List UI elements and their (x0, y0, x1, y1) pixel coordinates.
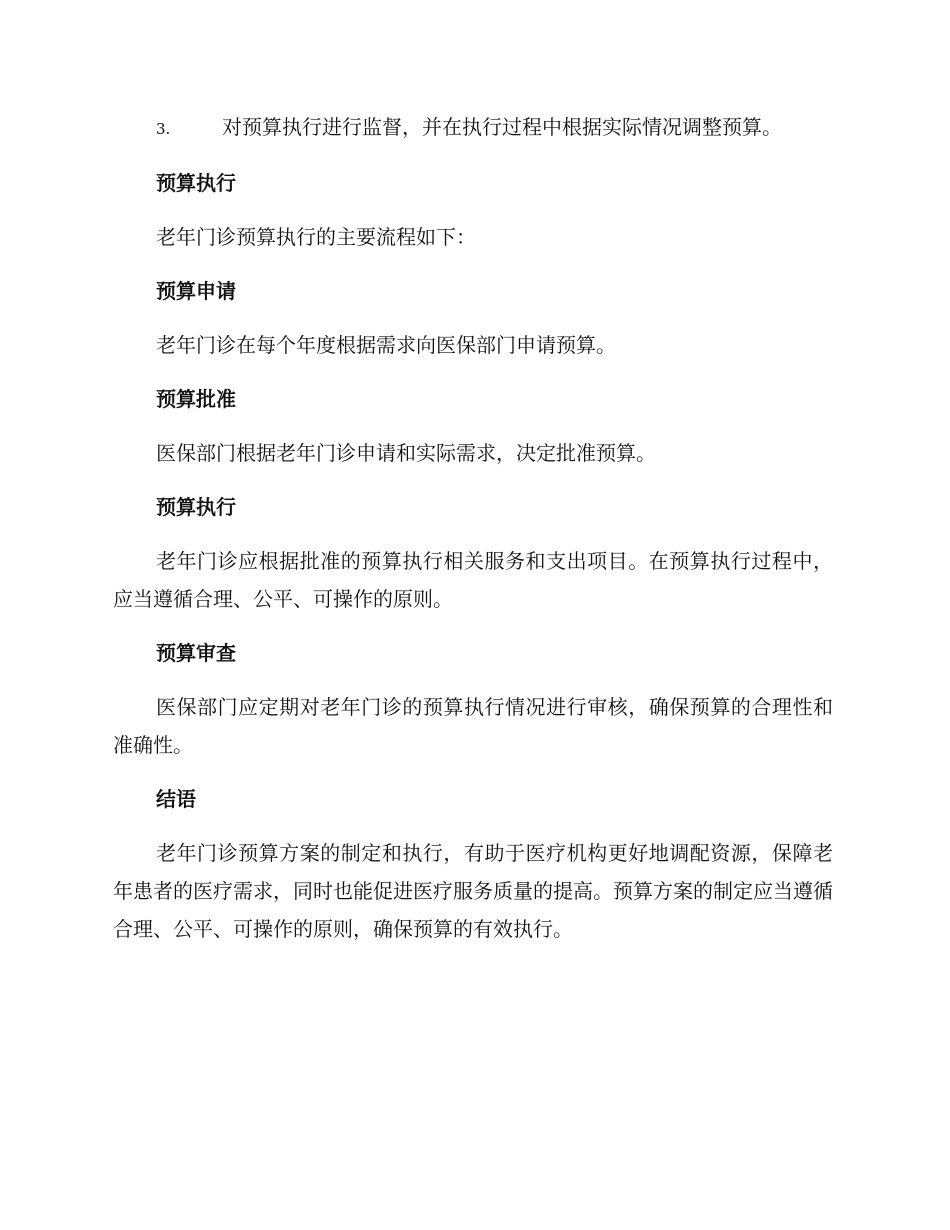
list-number: 3. (156, 120, 171, 138)
section-text-budget-application: 老年门诊在每个年度根据需求向医保部门申请预算。 (156, 333, 616, 357)
section-text-budget-execution-2: 老年门诊应根据批准的预算执行相关服务和支出项目。在预算执行过程中，应当遵循合理、公平、可操作的原则。 (113, 549, 833, 611)
section-heading-budget-approval: 预算批准 (156, 387, 236, 411)
list-item-text: 对预算执行进行监督，并在执行过程中根据实际情况调整预算。 (222, 115, 782, 139)
section-text-conclusion: 老年门诊预算方案的制定和执行，有助于医疗机构更好地调配资源，保障老年患者的医疗需求，同时也能促进医疗服务质量的提高。预算方案的制定应当遵循合理、公平、可操作的原则，确保预算的有效执行。 (113, 841, 833, 941)
section-heading-budget-review: 预算审查 (156, 641, 236, 665)
section-heading-budget-execution-2: 预算执行 (156, 495, 236, 519)
section-heading-conclusion: 结语 (156, 787, 196, 811)
document-page (113, 108, 833, 964)
section-heading-budget-application: 预算申请 (156, 279, 236, 303)
section-heading-budget-execution: 预算执行 (156, 171, 236, 195)
list-item-3 (113, 108, 833, 148)
section-text-budget-execution: 老年门诊预算执行的主要流程如下： (156, 225, 476, 249)
section-text-budget-review: 医保部门应定期对老年门诊的预算执行情况进行审核，确保预算的合理性和准确性。 (113, 695, 833, 757)
section-text-budget-approval: 医保部门根据老年门诊申请和实际需求，决定批准预算。 (156, 441, 656, 465)
